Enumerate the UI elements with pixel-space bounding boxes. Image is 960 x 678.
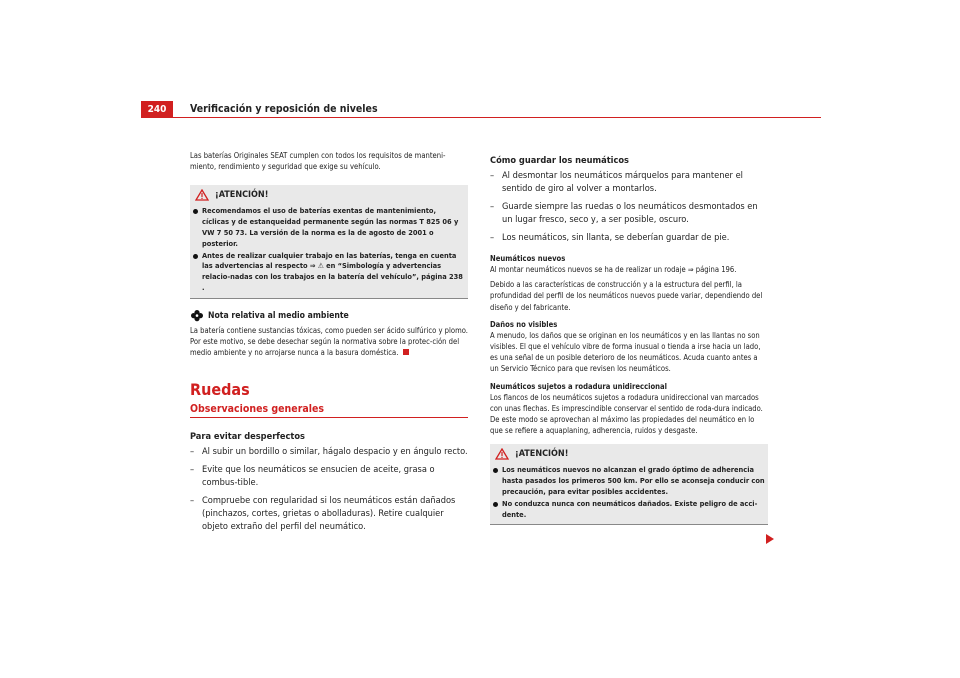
- section-title: Ruedas: [190, 380, 250, 400]
- hidden-damage-heading: Daños no visibles: [490, 319, 558, 329]
- warning-item-text: Antes de realizar cualquier trabajo en las baterías, tenga en cuenta las advertencias al respecto ⇒ ⚠ en “Simbología y advertencias relacio-nadas con los trabajos en la batería del vehículo”, página 238 .: [202, 250, 463, 292]
- warning-item: [493, 465, 765, 497]
- bullet-icon: [493, 502, 498, 507]
- warning-item: [193, 206, 465, 249]
- warning-box: [190, 185, 468, 298]
- warning-item: [193, 251, 465, 294]
- directional-tyres-text: Los flancos de los neumáticos sujetos a rodadura unidireccional van marcados con unas flechas. Es imprescindible conservar el sentido de roda-dura indicado. De este modo se aprovechan al máximo las propiedades del neumático en lo que se refiere a aquaplaning, adherencia, ruidos y desgaste.: [490, 392, 763, 436]
- warning-header: [493, 447, 765, 464]
- warning-title: ¡ATENCIÓN!: [515, 449, 569, 460]
- list-item: – Evite que los neumáticos se ensucien de aceite, grasa o combus-tible.: [190, 464, 435, 489]
- list-item: – Compruebe con regularidad si los neumáticos están dañados (pinchazos, cortes, grietas o abolladuras). Retire cualquier objeto extraño del perfil del neumático.: [190, 495, 456, 533]
- environment-note-header: [190, 309, 468, 323]
- environment-note-title: Nota relativa al medio ambiente: [208, 310, 349, 321]
- new-tyres-heading: Neumáticos nuevos: [490, 254, 566, 263]
- warning-item-text: Los neumáticos nuevos no alcanzan el grado óptimo de adherencia hasta pasados los primeros 500 km. Por ello se aconseja conducir con precaución, para evitar posibles accidentes.: [502, 465, 765, 497]
- environment-flower-icon: [190, 309, 204, 323]
- subsection-title: Observaciones generales: [190, 403, 468, 418]
- directional-tyres-heading: Neumáticos sujetos a rodadura unidireccional: [490, 381, 667, 391]
- hidden-damage-text: A menudo, los daños que se originan en los neumáticos y en las llantas no son visibles. El que el vehículo vibre de forma inusual o tienda a irse hacia un lado, es una señal de un posible deterioro de los neumáticos. Acuda cuanto antes a un Servicio Técnico para que revisen los neumáticos.: [490, 330, 761, 374]
- warning-header: [193, 188, 465, 205]
- avoid-damage-heading: Para evitar desperfectos: [190, 431, 305, 443]
- page-number: 240: [141, 101, 173, 117]
- warning-triangle-icon: [495, 448, 509, 460]
- warning-title: ¡ATENCIÓN!: [215, 190, 269, 201]
- continue-arrow-icon: [766, 534, 774, 544]
- list-item: – Al desmontar los neumáticos márquelos para mantener el sentido de giro al volver a montarlos.: [490, 170, 743, 194]
- bullet-icon: [193, 254, 198, 259]
- bullet-icon: [193, 209, 198, 214]
- header-rule: [141, 117, 821, 118]
- left-column: [190, 150, 468, 533]
- warning-item: [493, 499, 765, 521]
- store-tyres-heading: Cómo guardar los neumáticos: [490, 155, 629, 166]
- end-of-section-icon: [403, 349, 409, 355]
- warning-item-text: Recomendamos el uso de baterías exentas de mantenimiento, cíclicas y de estanqueidad permanente según las normas T 825 06 y VW 7 50 73. La versión de la norma es la de agosto de 2001 o posterior.: [202, 206, 459, 248]
- running-header-title: Verificación y reposición de niveles: [190, 103, 378, 115]
- warning-box: [490, 444, 768, 525]
- list-item: – Los neumáticos, sin llanta, se deberían guardar de pie.: [490, 232, 730, 243]
- right-column: [490, 154, 768, 525]
- new-tyres-text-2: Debido a las características de construcción y a la estructura del perfil, la profundidad del perfil de los neumáticos nuevos puede variar, dependiendo del diseño y del fabricante.: [490, 280, 763, 312]
- warning-triangle-icon: [195, 189, 209, 201]
- environment-note-text: La batería contiene sustancias tóxicas, como pueden ser ácido sulfúrico y plomo. Por este motivo, se debe desechar según la normativa sobre la protec-ción del medio ambiente y no arrojarse nunca a la basura doméstica.: [190, 325, 468, 358]
- warning-item-text: No conduzca nunca con neumáticos dañados. Existe peligro de acci-dente.: [502, 498, 758, 519]
- battery-intro: Las baterías Originales SEAT cumplen con todos los requisitos de manteni-miento, rendimiento y seguridad que exige su vehículo.: [190, 151, 446, 172]
- bullet-icon: [493, 468, 498, 473]
- list-item: – Guarde siempre las ruedas o los neumáticos desmontados en un lugar fresco, seco y, a ser posible, oscuro.: [490, 201, 758, 225]
- new-tyres-text: Al montar neumáticos nuevos se ha de realizar un rodaje ⇒ página 196.: [490, 265, 737, 274]
- list-item: – Al subir un bordillo o similar, hágalo despacio y en ángulo recto.: [190, 446, 468, 458]
